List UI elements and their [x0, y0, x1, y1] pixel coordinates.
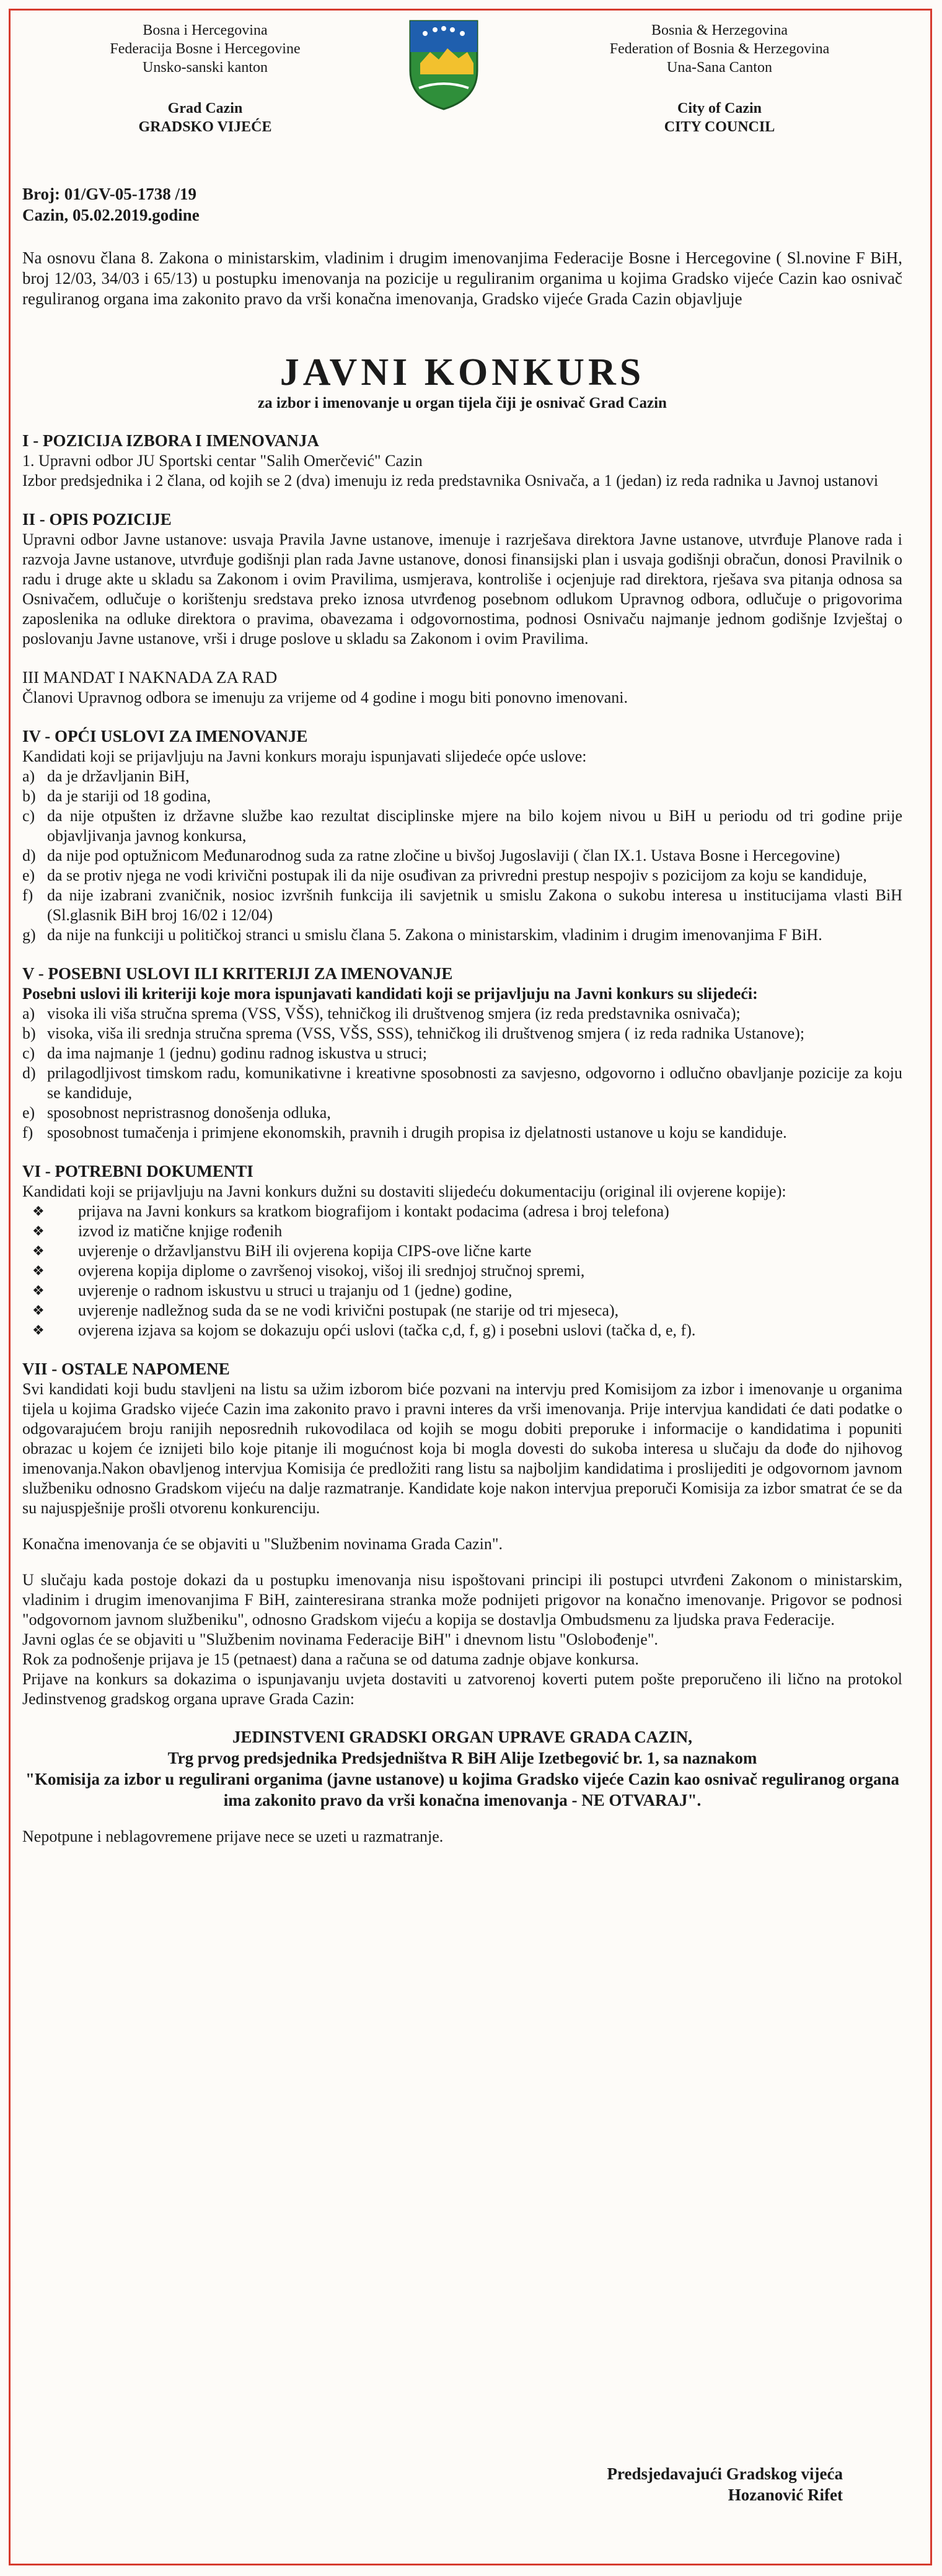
- list-item-text: da ima najmanje 1 (jednu) godinu radnog iskustva u struci;: [47, 1044, 428, 1062]
- list-item-text: da se protiv njega ne vodi krivični postupak ili da nije osuđivan za privredni prestup nespojiv s pozicijom za koju se kandiduje,: [47, 866, 867, 884]
- list-marker: f): [22, 886, 33, 904]
- document-date: Cazin, 05.02.2019.godine: [22, 206, 200, 224]
- address-line: "Komisija za izbor u regulirani organima (javne ustanove) u kojima Gradsko vijeće Cazin kao osnivač reguliranog organa ima zakonito pravo da vrši konačna imenovanja - NE OTVARAJ".: [25, 1770, 899, 1809]
- list-item: [22, 1221, 902, 1241]
- list-item-text: sposobnost nepristrasnog donošenja odluka,: [47, 1104, 331, 1122]
- list-marker: b): [22, 787, 36, 805]
- document-body: [22, 16, 902, 1847]
- list-marker: e): [22, 1104, 35, 1122]
- section-text: Upravni odbor Javne ustanove: usvaja Pravila Javne ustanove, imenuje i razrješava direktora Javne ustanove, utvrđuje Planove rada i razvoja Javne ustanove, utvrđuje godišnji plan rada Javne ustanove, donosi finansijski plan i usvaja godišnji obračun, donosi Pravilnik o radu i druge akte u skladu sa Zakonom i ovim Pravilima, usmjerava, kontroliše i ocjenjuje rad direktora, rješava sva pitanja odnosa sa Osnivačem, odlučuje o korištenju sredstava preko iznosa utvrđenog posebnom odlukom Upravnog odbora, odlučuje o prigovorima zaposlenika na odluke direktora o pravima, obavezama i odgovornostima, podnosi Osnivaču najmanje jednom godišnje Izvještaj o poslovanju Javne ustanove, vrši i druge poslove u skladu sa Zakonom i ovim Pravilima.: [22, 530, 902, 648]
- list-item: [22, 1321, 902, 1340]
- list-item: [22, 866, 902, 886]
- list-item: [22, 1241, 902, 1261]
- document-subtitle: za izbor i imenovanje u organ tijela čiji je osnivač Grad Cazin: [258, 395, 667, 411]
- list-item-text: sposobnost tumačenja i primjene ekonomskih, pravnih i drugih propisa iz djelatnosti ustanove u koju se kandiduje.: [47, 1123, 787, 1141]
- coat-of-arms-icon: [407, 19, 481, 112]
- list-item-text: uvjerenje o radnom iskustvu u struci u trajanju od 1 (jedne) godine,: [78, 1281, 513, 1299]
- list-item-text: prilagodljivost timskom radu, komunikativne i kreativne sposobnosti za savjesno, odgovorno i odlučno obavljanje pozicije za koju se kandiduje,: [47, 1064, 902, 1102]
- diamond-bullet-icon: ❖: [32, 1322, 45, 1338]
- diamond-bullet-icon: ❖: [32, 1223, 45, 1239]
- list-item-text: da je državljanin BiH,: [47, 767, 190, 785]
- list-marker: c): [22, 1044, 35, 1062]
- list-item: [22, 1202, 902, 1221]
- general-conditions-list: [22, 767, 902, 945]
- letterhead-right: [574, 21, 865, 136]
- list-item: [22, 1123, 902, 1143]
- list-item-text: ovjerena kopija diplome o završenoj visokoj, višoj ili srednjoj stručnoj spremi,: [78, 1262, 585, 1280]
- section-heading: IV - OPĆI USLOVI ZA IMENOVANJE: [22, 727, 308, 745]
- section-heading: II - OPIS POZICIJE: [22, 510, 172, 529]
- notes-paragraph: Prijave na konkurs sa dokazima o ispunjavanju uvjeta dostaviti u zatvorenoj koverti putem pošte preporučeno ili lično na protokol Jedinstvenog gradskog organa uprave Grada Cazin:: [22, 1670, 902, 1708]
- document-meta: [22, 183, 902, 226]
- section-intro: Kandidati koji se prijavljuju na Javni konkurs dužni su dostaviti slijedeću dokumentaciju (original ili ovjerene kopije):: [22, 1182, 786, 1200]
- section-heading: V - POSEBNI USLOVI ILI KRITERIJI ZA IMENOVANJE: [22, 964, 453, 983]
- section-heading: VII - OSTALE NAPOMENE: [22, 1360, 230, 1378]
- list-marker: c): [22, 807, 35, 825]
- list-item-text: ovjerena izjava sa kojom se dokazuju opći uslovi (tačka c,d, f, g) i posebni uslovi (tačka d, e, f).: [78, 1321, 696, 1339]
- letterhead-right-city: City of Cazin: [677, 100, 762, 116]
- list-marker: e): [22, 866, 35, 884]
- list-item-text: prijava na Javni konkurs sa kratkom biografijom i kontakt podacima (adresa i broj telefona): [78, 1202, 669, 1220]
- letterhead-left-council: GRADSKO VIJEĆE: [138, 119, 272, 135]
- section-heading: III MANDAT I NAKNADA ZA RAD: [22, 668, 278, 687]
- list-marker: a): [22, 1004, 35, 1022]
- list-marker: d): [22, 1064, 36, 1082]
- document-number: Broj: 01/GV-05-1738 /19: [22, 185, 196, 203]
- letterhead-left: [59, 21, 351, 136]
- section-heading: I - POZICIJA IZBORA I IMENOVANJA: [22, 431, 319, 450]
- list-item-text: visoka ili viša stručna sprema (VSS, VŠS), tehničkog ili društvenog smjera (iz reda predstavnika osnivača);: [47, 1004, 741, 1022]
- list-marker: a): [22, 767, 35, 785]
- list-item: [22, 786, 902, 806]
- diamond-bullet-icon: ❖: [32, 1203, 45, 1219]
- diamond-bullet-icon: ❖: [32, 1263, 45, 1278]
- diamond-bullet-icon: ❖: [32, 1303, 45, 1318]
- list-item-text: da nije pod optužnicom Međunarodnog suda za ratne zločine u bivšoj Jugoslaviji ( član IX.1. Ustava Bosne i Hercegovine): [47, 846, 840, 864]
- list-item: [22, 1103, 902, 1123]
- list-marker: d): [22, 846, 36, 864]
- signature-role: Predsjedavajući Gradskog vijeća: [607, 2464, 843, 2483]
- notes-paragraph: Svi kandidati koji budu stavljeni na listu sa užim izborom biće pozvani na intervju pred Komisijom za izbor i imenovanje u organima tijela u kojima Gradsko vijeće Cazin ima zakonito pravo i pravni interes da vrši imenovanja. Prije intervjua kandidati će dati podatke o odgovarajućem broju ranijih neposrednih rukovodilaca od kojih se mogu dobiti preporuke i informacije o kandidatima i popuniti obrazac u kojem će iznijeti bilo koje pitanje ili mogućnost koja bi mogla dovesti do sukoba interesa u slučaju da dođe do njihovog imenovanja.Nakon obavljenog intervjua Komisija će predložiti rang listu sa najboljim kandidatima i proslijediti je odgovornom javnom službeniku odnosno Gradskom vijeću na dalje razmatranje. Kandidate koje nakon intervjua preporuči Komisija za izbor smatrat će se da su najuspješnije prošli otvorenu konkurenciju.: [22, 1380, 902, 1517]
- document-title: JAVNI KONKURS: [280, 351, 645, 393]
- letterhead-left-city: Grad Cazin: [167, 100, 243, 116]
- list-item: [22, 767, 902, 786]
- list-item: [22, 1281, 902, 1301]
- intro-paragraph: Na osnovu člana 8. Zakona o ministarskim, vladinim i drugim imenovanjima Federacije Bosne i Hercegovine ( Sl.novine F BiH, broj 12/03, 34/03 i 65/13) u postupku imenovanja na pozicije u reguliranim organima u kojima Gradsko vijeće Cazin kao osnivač reguliranog organa ima zakonito pravo da vrši konačna imenovanja, Gradsko vijeće Grada Cazin objavljuje: [22, 248, 902, 308]
- list-item: [22, 806, 902, 846]
- diamond-bullet-icon: ❖: [32, 1243, 45, 1259]
- list-item: [22, 886, 902, 925]
- section-text: Članovi Upravnog odbora se imenuju za vrijeme od 4 godine i mogu biti ponovno imenovani.: [22, 688, 628, 706]
- closing-note: Nepotpune i neblagovremene prijave nece se uzeti u razmatranje.: [22, 1827, 444, 1845]
- list-item: [22, 1004, 902, 1024]
- submission-address: [22, 1726, 902, 1811]
- section-item: 1. Upravni odbor JU Sportski centar "Salih Omerčević" Cazin: [22, 452, 423, 470]
- letterhead: [22, 16, 902, 177]
- list-item-text: da nije na funkciji u političkoj stranci u smislu člana 5. Zakona o ministarskim, vladinim i drugim imenovanjima F BiH.: [47, 926, 822, 944]
- address-line: JEDINSTVENI GRADSKI ORGAN UPRAVE GRADA CAZIN,: [232, 1728, 693, 1746]
- section-intro: Posebni uslovi ili kriteriji koje mora ispunjavati kandidati koji se prijavljuju na Javni konkurs su slijedeći:: [22, 985, 758, 1003]
- list-item-text: da je stariji od 18 godina,: [47, 787, 211, 805]
- documents-list: [22, 1202, 902, 1340]
- list-item: [22, 1063, 902, 1103]
- letterhead-left-line: Federacija Bosne i Hercegovine: [110, 41, 301, 57]
- address-line: Trg prvog predsjednika Predsjedništva R BiH Alije Izetbegović br. 1, sa naznakom: [167, 1749, 757, 1767]
- letterhead-right-line: Bosnia & Herzegovina: [651, 22, 788, 38]
- list-item-text: da nije izabrani zvaničnik, nosioc izvršnih funkcija ili savjetnik u smislu Zakona o sukobu interesa u institucijama vlasti BiH (Sl.glasnik BiH broj 16/02 i 12/04): [47, 886, 902, 924]
- list-item-text: uvjerenje o državljanstvu BiH ili ovjerena kopija CIPS-ove lične karte: [78, 1242, 532, 1260]
- signature-name: Hozanović Rifet: [728, 2486, 843, 2504]
- list-item: [22, 1261, 902, 1281]
- signature-block: [508, 2463, 843, 2505]
- section-intro: Kandidati koji se prijavljuju na Javni konkurs moraju ispunjavati slijedeće opće uslove:: [22, 747, 587, 765]
- list-item-text: da nije otpušten iz državne službe kao rezultat disciplinske mjere na bilo kojem nivou u BiH u periodu od tri godine prije objavljivanja javnog konkursa,: [47, 807, 902, 845]
- list-marker: f): [22, 1123, 33, 1141]
- special-conditions-list: [22, 1004, 902, 1143]
- notes-paragraph: Konačna imenovanja će se objaviti u "Službenim novinama Grada Cazin".: [22, 1535, 503, 1553]
- notes-paragraph: U slučaju kada postoje dokazi da u postupku imenovanja nisu ispoštovani principi ili postupci utvrđeni Zakonom o ministarskim, vladinim i drugim imenovanjima F BiH, zainteresirana stranka može podnijeti prigovor na konačno imenovanje. Prigovor se podnosi "odgovornom javnom službeniku", odnosno Gradskom vijeću a kopija se dostavlja Ombudsmenu za ljudska prava Federacije.: [22, 1571, 902, 1629]
- section-heading: VI - POTREBNI DOKUMENTI: [22, 1162, 253, 1180]
- letterhead-right-line: Una-Sana Canton: [667, 59, 772, 76]
- list-marker: b): [22, 1024, 36, 1042]
- list-marker: g): [22, 926, 36, 944]
- list-item-text: izvod iz matične knjige rođenih: [78, 1222, 283, 1240]
- list-item-text: visoka, viša ili srednja stručna sprema (VSS, VŠS, SSS), tehničkog ili društvenog smjera ( iz reda radnika Ustanove);: [47, 1024, 805, 1042]
- list-item: [22, 925, 902, 945]
- section-text: Izbor predsjednika i 2 člana, od kojih se 2 (dva) imenuju iz reda predstavnika Osnivača, a 1 (jedan) iz reda radnika u Javnoj ustanovi: [22, 472, 879, 490]
- letterhead-right-line: Federation of Bosnia & Herzegovina: [609, 41, 830, 57]
- list-item: [22, 1044, 902, 1063]
- diamond-bullet-icon: ❖: [32, 1283, 45, 1298]
- list-item: [22, 1024, 902, 1044]
- list-item: [22, 1301, 902, 1321]
- list-item: [22, 846, 902, 866]
- list-item-text: uvjerenje nadležnog suda da se ne vodi krivični postupak (ne starije od tri mjeseca),: [78, 1301, 619, 1319]
- letterhead-left-line: Bosna i Hercegovina: [143, 22, 268, 38]
- notes-paragraph: Javni oglas će se objaviti u "Službenim novinama Federacije BiH" i dnevnom listu "Oslobođenje".: [22, 1630, 658, 1648]
- letterhead-right-council: CITY COUNCIL: [664, 119, 775, 135]
- notes-paragraph: Rok za podnošenje prijava je 15 (petnaest) dana a računa se od datuma zadnje objave konkursa.: [22, 1650, 639, 1668]
- letterhead-left-line: Unsko-sanski kanton: [143, 59, 268, 76]
